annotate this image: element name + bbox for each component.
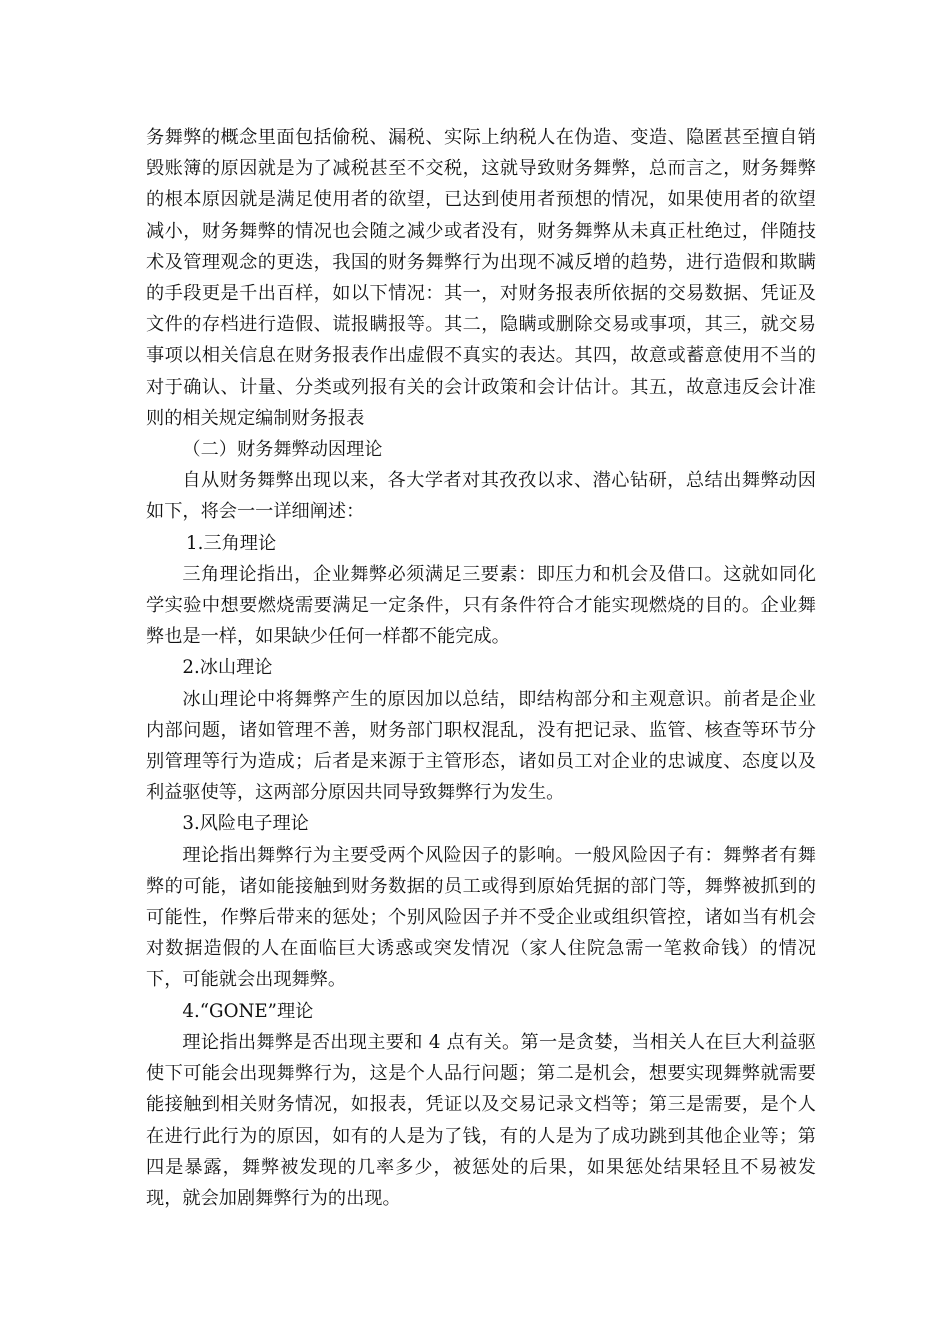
subheading-iceberg-theory: 2.冰山理论 [182,657,273,679]
subheading-risk-factor-theory: 3.风险电子理论 [182,813,309,835]
paragraph-triangle-theory: 三角理论指出，企业舞弊必须满足三要素：即压力和机会及借口。这就如同化学实验中想要燃烧需要满足一定条件，只有条件符合才能实现燃烧的目的。企业舞弊也是一样，如果缺少任何一样都不能完成。 [146,563,816,648]
subheading-gone-theory: 4.“GONE”理论 [182,1000,314,1022]
section-heading-fraud-motive-theory: （二）财务舞弊动因理论 [182,439,383,461]
paragraph-gone-theory: 理论指出舞弊是否出现主要和 4 点有关。第一是贪婪，当相关人在巨大利益驱使下可能会出现舞弊行为，这是个人品行问题；第二是机会，想要实现舞弊就需要能接触到相关财务情况，如报表，凭证以及交易记录文档等；第三是需要，是个人在进行此行为的原因，如有的人是为了钱，有的人是为了成功跳到其他企业等；第四是暴露，舞弊被发现的几率多少，被惩处的后果，如果惩处结果轻且不易被发现，就会加剧舞弊行为的出现。 [146,1031,816,1209]
paragraph-section-intro: 自从财务舞弊出现以来，各大学者对其孜孜以求、潜心钻研，总结出舞弊动因如下，将会一一详细阐述： [146,470,816,523]
paragraph-iceberg-theory: 冰山理论中将舞弊产生的原因加以总结，即结构部分和主观意识。前者是企业内部问题，诸如管理不善，财务部门职权混乱，没有把记录、监管、核查等环节分别管理等行为造成；后者是来源于主管形态，诸如员工对企业的忠诚度、态度以及利益驱使等，这两部分原因共同导致舞弊行为发生。 [146,688,816,804]
document-body [146,122,816,1214]
paragraph-fraud-concept: 务舞弊的概念里面包括偷税、漏税、实际上纳税人在伪造、变造、隐匿甚至擅自销毁账簿的原因就是为了减税甚至不交税，这就导致财务舞弊，总而言之，财务舞弊的根本原因就是满足使用者的欲望，已达到使用者预想的情况，如果使用者的欲望减小，财务舞弊的情况也会随之减少或者没有，财务舞弊从未真正杜绝过，伴随技术及管理观念的更迭，我国的财务舞弊行为出现不减反增的趋势，进行造假和欺瞒的手段更是千出百样，如以下情况：其一，对财务报表所依据的交易数据、凭证及文件的存档进行造假、谎报瞒报等。其二，隐瞒或删除交易或事项，其三，就交易事项以相关信息在财务报表作出虚假不真实的表达。其四，故意或蓄意使用不当的对于确认、计量、分类或列报有关的会计政策和会计估计。其五，故意违反会计准则的相关规定编制财务报表 [146,127,816,429]
paragraph-risk-factor-theory: 理论指出舞弊行为主要受两个风险因子的影响。一般风险因子有：舞弊者有舞弊的可能，诸如能接触到财务数据的员工或得到原始凭据的部门等，舞弊被抓到的可能性，作弊后带来的惩处；个别风险因子并不受企业或组织管控，诸如当有机会对数据造假的人在面临巨大诱惑或突发情况（家人住院急需一笔救命钱）的情况下，可能就会出现舞弊。 [146,844,816,991]
subheading-triangle-theory: 1.三角理论 [186,532,277,554]
